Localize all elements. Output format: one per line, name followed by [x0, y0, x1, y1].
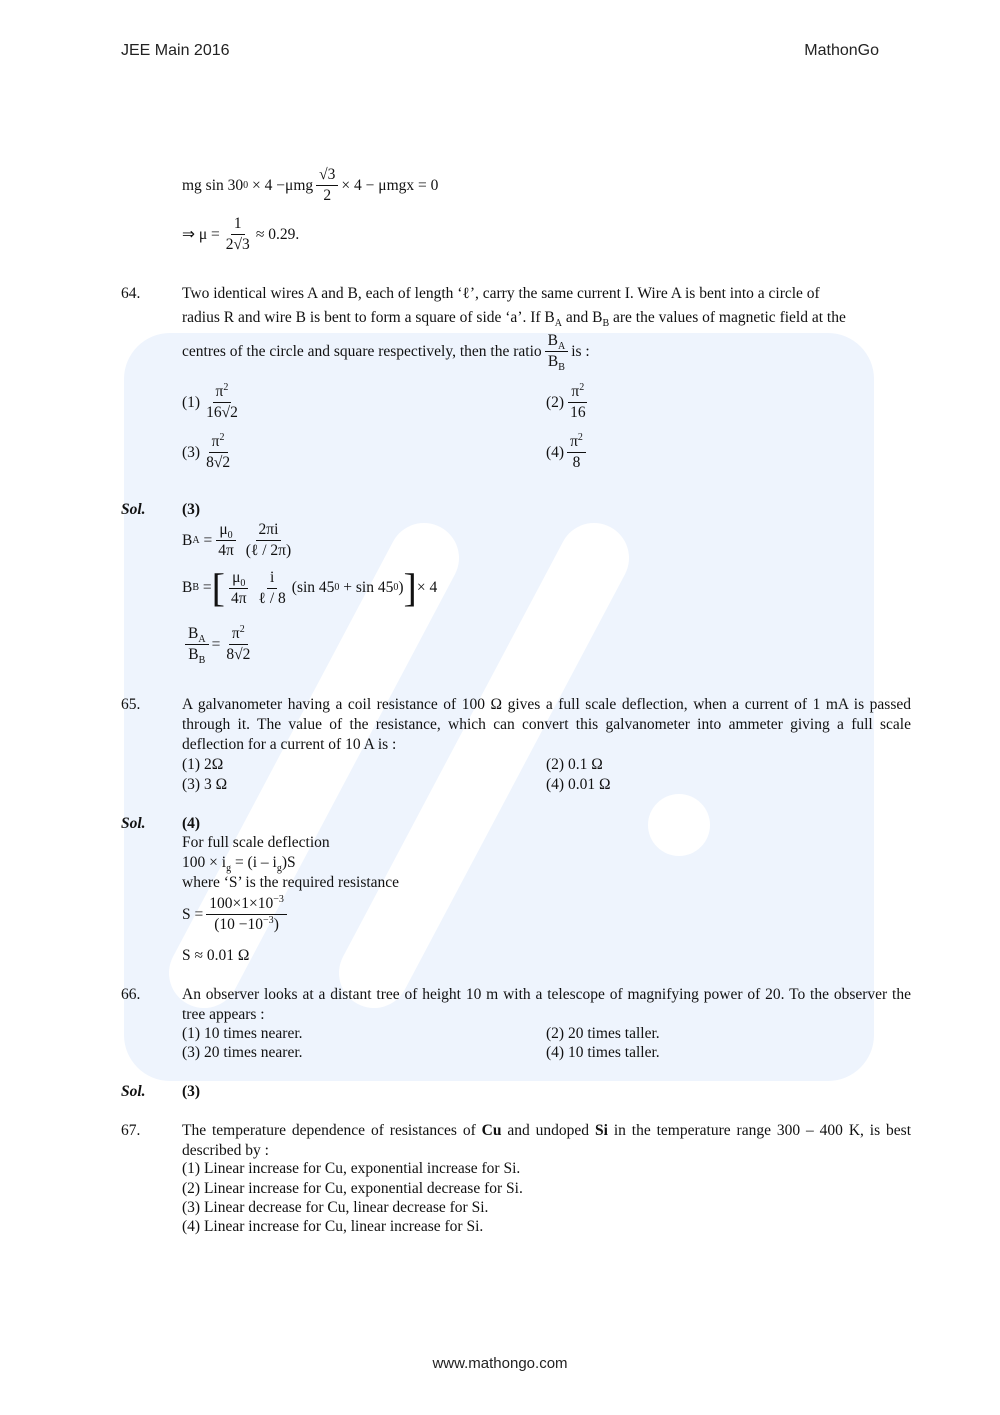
option-4[interactable]: (4) $\frac{\pi^2}{8}$: [546, 433, 589, 472]
option-1[interactable]: (1) 2Ω: [182, 756, 224, 773]
option-3[interactable]: (3) Linear decrease for Cu, linear decrease for Si.: [182, 1199, 489, 1216]
option-3[interactable]: (3) 3 Ω: [182, 776, 228, 793]
option-2[interactable]: (2) $\frac{\pi^2}{16}$: [546, 381, 586, 421]
solution-result: S ≈ 0.01 Ω: [182, 947, 250, 964]
option-3[interactable]: (3) $\frac{\pi^2}{8√2}$: [182, 431, 231, 471]
question-text-line: radius R and wire B is bent to form a square of side ‘a’. If $B_A$ and $B_B$ are the values of magnetic field at the: [182, 309, 846, 330]
solution-line: where ‘S’ is the required resistance: [182, 874, 400, 891]
equation-ba: B A = $\frac{\mu_0}{4\pi}$ $\frac{2\pi i}{\text{(ℓ / 2π)}}$: [182, 521, 292, 559]
solution-line: $100 \times i_g = (i - i_g)S$: [182, 854, 296, 875]
option-4[interactable]: (4) Linear increase for Cu, linear increase for Si.: [182, 1218, 484, 1235]
solution-label: Sol.: [121, 501, 146, 518]
option-1[interactable]: (1) Linear increase for Cu, exponential increase for Si.: [182, 1160, 521, 1177]
question-number: 65.: [121, 696, 141, 713]
solution-answer: (3): [182, 1083, 201, 1100]
question-number: 67.: [121, 1122, 141, 1139]
header-exam-title: JEE Main 2016: [121, 42, 230, 59]
option-2[interactable]: (2) Linear increase for Cu, exponential decrease for Si.: [182, 1180, 523, 1197]
option-1[interactable]: (1) 10 times nearer.: [182, 1025, 303, 1042]
equation-ratio: $\frac{B_A}{B_B}$ = $\frac{\pi^2}{8√2}$: [182, 625, 256, 664]
question-number: 64.: [121, 285, 141, 302]
footer-url[interactable]: www.mathongo.com: [432, 1355, 568, 1372]
question-text-line: Two identical wires A and B, each of length ‘ℓ’, carry the same current I. Wire A is bent into a circle of: [182, 285, 820, 302]
equation-s: S = $\frac{100\times 1\times 10^{-3}}{(10 -10^{-3})}$: [182, 895, 290, 934]
option-3[interactable]: (3) 20 times nearer.: [182, 1044, 303, 1061]
header-brand: MathonGo: [804, 42, 879, 59]
option-4[interactable]: (4) 0.01 Ω: [546, 776, 611, 793]
question-text: A galvanometer having a coil resistance of 100 Ω gives a full scale deflection, when a current of 1 mA is passed through it. The value of the resistance, which can convert this galvanometer into ammeter giving a full scale deflection for a current of 10 A is :: [182, 696, 911, 753]
solution-label: Sol.: [121, 815, 146, 832]
equation-mu-result: ⇒ μ = $\frac{1}{2√3}$ ≈ 0.29.: [182, 215, 300, 253]
equation-bb: B B = [ $\frac{\mu_0}{4\pi}$ $\frac{i}{\text{ℓ / 8}}$ (sin 45 0 + sin 45 0 ) ] × 4: [182, 565, 438, 610]
solution-line: For full scale deflection: [182, 834, 330, 851]
option-4[interactable]: (4) 10 times taller.: [546, 1044, 660, 1061]
solution-answer: (3): [182, 501, 201, 518]
equation-friction-balance: mg sin 30 0 × 4 −μmg $\frac{√3}{2}$ × 4 − μmgx = 0: [182, 166, 439, 204]
solution-label: Sol.: [121, 1083, 146, 1100]
question-text: An observer looks at a distant tree of height 10 m with a telescope of magnifying power of 20. To the observer the tree appears :: [182, 986, 911, 1023]
option-2[interactable]: (2) 20 times taller.: [546, 1025, 660, 1042]
option-2[interactable]: (2) 0.1 Ω: [546, 756, 603, 773]
option-1[interactable]: (1) $\frac{\pi^2}{16√2}$: [182, 381, 238, 421]
question-text: The temperature dependence of resistances of Cu and undoped Si in the temperature range 300 – 400 K, is best described by :: [182, 1122, 911, 1159]
question-number: 66.: [121, 986, 141, 1003]
solution-answer: (4): [182, 815, 201, 832]
question-text-line: centres of the circle and square respectively, then the ratio $\frac{B_A}{B_B}$ is :: [182, 332, 590, 374]
